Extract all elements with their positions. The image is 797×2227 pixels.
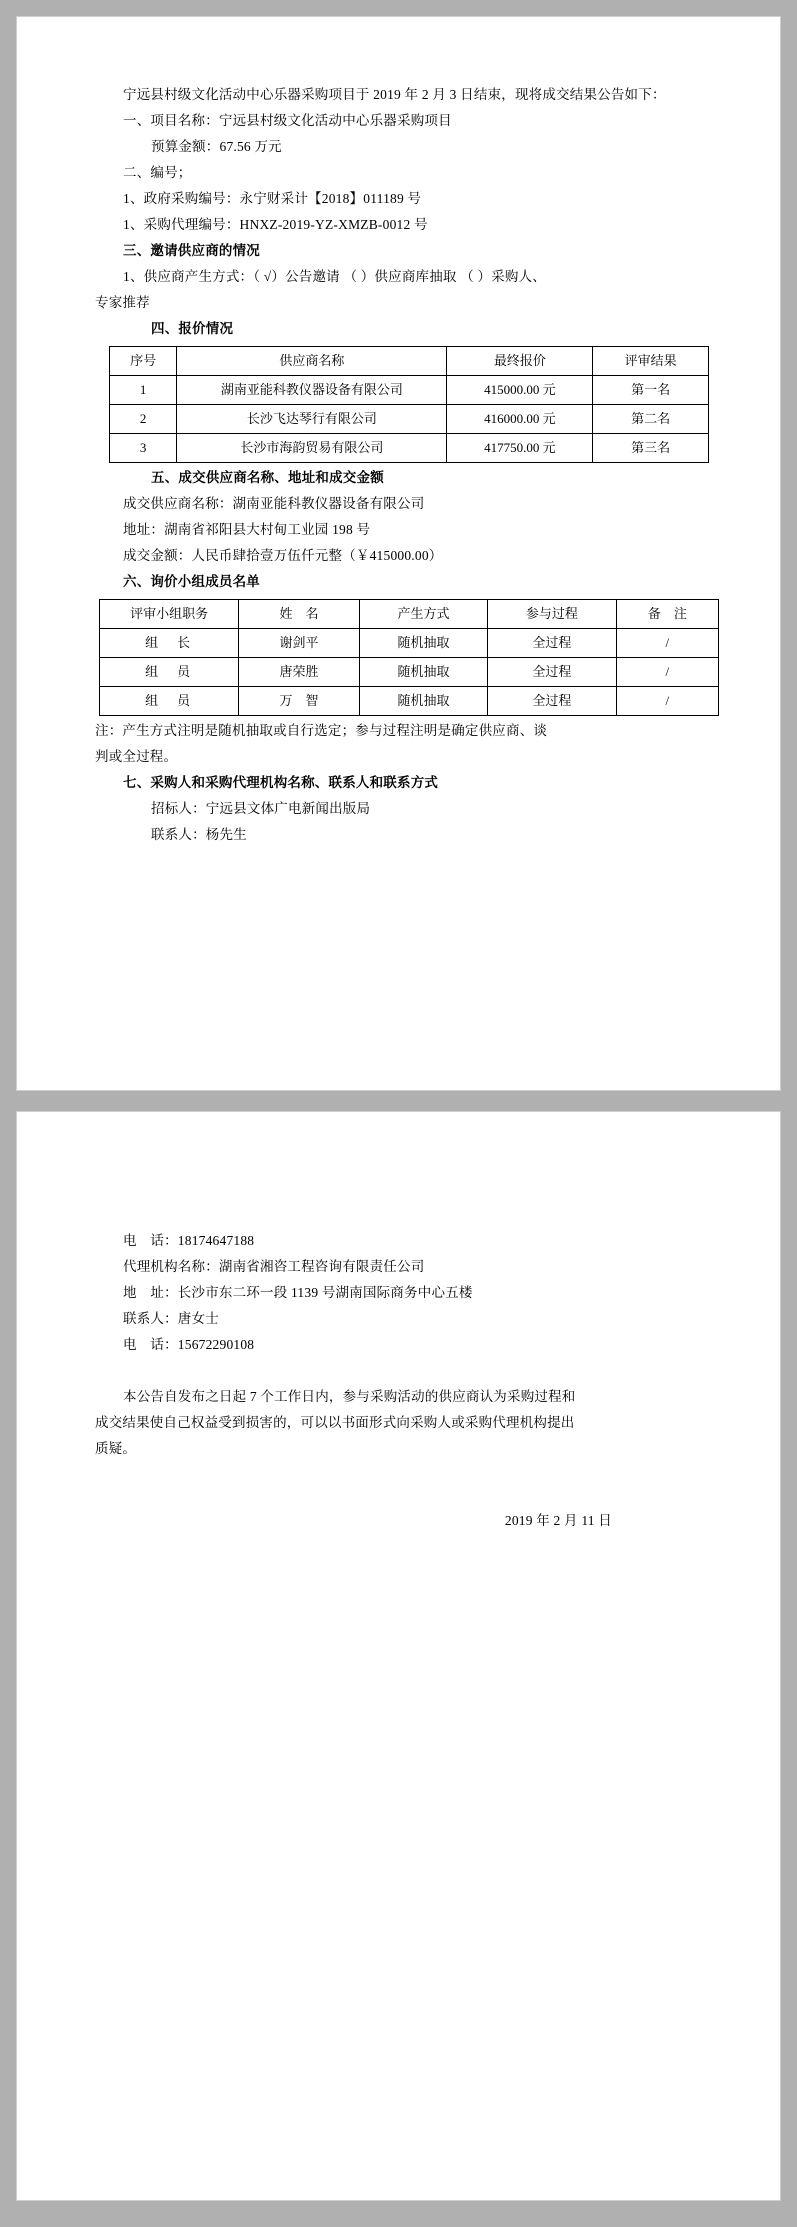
section-4-title: 四、报价情况 [151, 321, 234, 336]
section-2-title: 二、编号； [123, 165, 192, 180]
publish-date: 2019 年 2 月 11 日 [504, 1513, 612, 1528]
cell-remark: / [616, 687, 718, 716]
document-page-2 [16, 1111, 781, 2201]
table-header-row [110, 347, 709, 376]
table-row [100, 687, 719, 716]
table-header-row [100, 600, 719, 629]
agency-address: 地 址：长沙市东二环一段 1139 号湖南国际商务中心五楼 [123, 1285, 473, 1300]
section-7-title: 七、采购人和采购代理机构名称、联系人和联系方式 [123, 775, 439, 790]
section-1-title: 一、项目名称：宁远县村级文化活动中心乐器采购项目 [123, 113, 452, 128]
cell-price: 416000.00 元 [447, 405, 593, 434]
cell-price: 415000.00 元 [447, 376, 593, 405]
table-row [110, 405, 709, 434]
cell-result: 第一名 [593, 376, 709, 405]
closing-paragraph-line-1: 本公告自发布之日起 7 个工作日内，参与采购活动的供应商认为采购过程和 [123, 1389, 576, 1404]
purchaser-contact: 联系人：杨先生 [151, 827, 247, 842]
supplier-method-line: 1、供应商产生方式：（ √）公告邀请 （ ）供应商库抽取 （ ）采购人、 [123, 269, 546, 284]
col-supplier: 供应商名称 [177, 347, 447, 376]
winner-name: 成交供应商名称：湖南亚能科教仪器设备有限公司 [123, 496, 425, 511]
closing-paragraph-line-3: 质疑。 [95, 1441, 137, 1456]
cell-remark: / [616, 629, 718, 658]
cell-index: 1 [110, 376, 177, 405]
cell-role: 组 长 [100, 629, 239, 658]
budget-amount: 预算金额：67.56 万元 [151, 139, 282, 154]
cell-result: 第三名 [593, 434, 709, 463]
agency-purchase-number: 1、采购代理编号：HNXZ-2019-YZ-XMZB-0012 号 [123, 217, 428, 232]
col-result: 评审结果 [593, 347, 709, 376]
section-5-title: 五、成交供应商名称、地址和成交金额 [151, 470, 384, 485]
winner-address: 地址：湖南省祁阳县大村甸工业园 198 号 [123, 522, 371, 537]
cell-supplier: 湖南亚能科教仪器设备有限公司 [177, 376, 447, 405]
agency-contact: 联系人：唐女士 [123, 1311, 219, 1326]
cell-role: 组 员 [100, 687, 239, 716]
col-participation: 参与过程 [488, 600, 616, 629]
cell-participation: 全过程 [488, 658, 616, 687]
bid-price-table [109, 346, 709, 463]
gov-purchase-number: 1、政府采购编号：永宁财采计【2018】011189 号 [123, 191, 422, 206]
cell-method: 随机抽取 [359, 687, 487, 716]
section-3-title: 三、邀请供应商的情况 [123, 243, 260, 258]
col-method: 产生方式 [359, 600, 487, 629]
review-panel-table [99, 599, 719, 716]
agency-name: 代理机构名称：湖南省湘咨工程咨询有限责任公司 [123, 1259, 425, 1274]
table-note-line-2: 判或全过程。 [95, 749, 178, 764]
winner-amount: 成交金额：人民币肆拾壹万伍仟元整（￥415000.00） [123, 548, 443, 563]
col-index: 序号 [110, 347, 177, 376]
cell-supplier: 长沙飞达琴行有限公司 [177, 405, 447, 434]
table-row [110, 376, 709, 405]
document-page-1 [16, 16, 781, 1091]
col-role: 评审小组职务 [100, 600, 239, 629]
table-note-line-1: 注：产生方式注明是随机抽取或自行选定；参与过程注明是确定供应商、谈 [95, 723, 548, 738]
cell-participation: 全过程 [488, 629, 616, 658]
purchaser-name: 招标人：宁远县文体广电新闻出版局 [151, 801, 371, 816]
cell-remark: / [616, 658, 718, 687]
cell-index: 2 [110, 405, 177, 434]
col-name: 姓 名 [239, 600, 360, 629]
cell-name: 万 智 [239, 687, 360, 716]
table-row [100, 658, 719, 687]
cell-participation: 全过程 [488, 687, 616, 716]
cell-name: 谢剑平 [239, 629, 360, 658]
cell-method: 随机抽取 [359, 658, 487, 687]
col-remark: 备 注 [616, 600, 718, 629]
cell-supplier: 长沙市海韵贸易有限公司 [177, 434, 447, 463]
intro-paragraph: 宁远县村级文化活动中心乐器采购项目于 2019 年 2 月 3 日结束，现将成交结果公告如下： [123, 87, 666, 102]
cell-name: 唐荣胜 [239, 658, 360, 687]
cell-method: 随机抽取 [359, 629, 487, 658]
section-6-title: 六、询价小组成员名单 [123, 574, 260, 589]
supplier-method-line-2: 专家推荐 [95, 295, 150, 310]
table-row [110, 434, 709, 463]
cell-index: 3 [110, 434, 177, 463]
purchaser-phone: 电 话：18174647188 [123, 1233, 255, 1248]
cell-result: 第二名 [593, 405, 709, 434]
table-row [100, 629, 719, 658]
closing-paragraph-line-2: 成交结果使自己权益受到损害的，可以以书面形式向采购人或采购代理机构提出 [95, 1415, 575, 1430]
col-final-price: 最终报价 [447, 347, 593, 376]
cell-role: 组 员 [100, 658, 239, 687]
agency-phone: 电 话：15672290108 [123, 1337, 255, 1352]
cell-price: 417750.00 元 [447, 434, 593, 463]
